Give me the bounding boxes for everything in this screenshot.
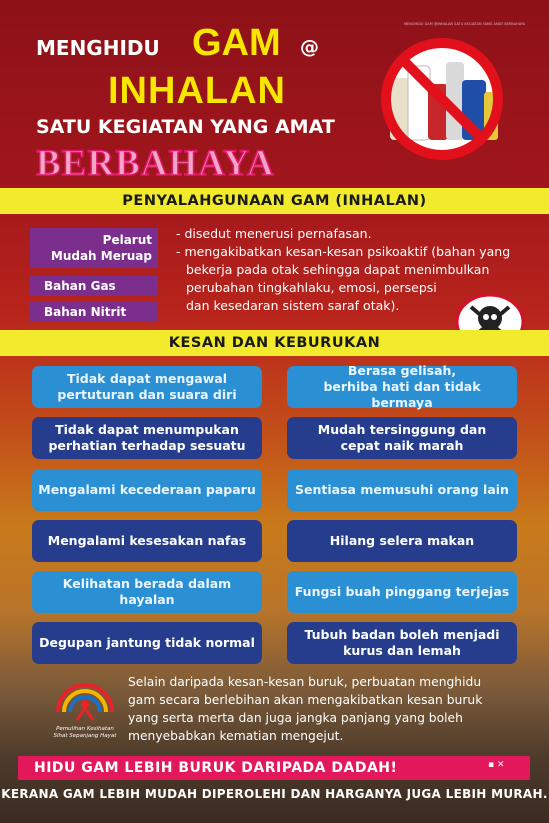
prohibition-sign-icon (360, 34, 524, 164)
effect-text: Hilang selera makan (329, 533, 475, 548)
effect-card-right-2 (287, 417, 517, 459)
effect-text: perhatian terhadap sesuatu (48, 438, 246, 453)
headline-berbahaya: BERBAHAYA (36, 143, 275, 184)
headline-subtitle: SATU KEGIATAN YANG AMAT (36, 116, 335, 138)
effect-text: Sentiasa memusuhi orang lain (295, 482, 509, 497)
bullet-line: perubahan tingkahlaku, emosi, persepsi (186, 280, 437, 295)
bullet-line: - mengakibatkan kesan-kesan psikoaktif (bahan yang (176, 244, 511, 259)
tiny-credit-text: MENGHIDU GAM @INHALAN SATU KEGIATAN YANG AMAT BERBAHAYA (404, 22, 526, 26)
effect-text: Degupan jantung tidak normal (39, 635, 255, 650)
effect-text: berhiba hati dan tidak bermaya (323, 379, 481, 410)
effect-card-right-6 (287, 622, 517, 664)
effect-card-left-3 (32, 469, 262, 511)
slogan-text: HIDU GAM LEBIH BURUK DARIPADA DADAH! (34, 760, 398, 776)
effect-text: Tidak dapat menumpukan (55, 422, 239, 437)
footer-text: KERANA GAM LEBIH MUDAH DIPEROLEHI DAN HARGANYA JUGA LEBIH MURAH. (1, 787, 548, 801)
type-bahan-nitrit: Bahan Nitrit (30, 302, 158, 322)
headline-menghidu: MENGHIDU (36, 36, 160, 60)
closing-line: gam secara berlebihan akan mengakibatkan kesan buruk (128, 693, 483, 707)
effect-card-right-5 (287, 571, 517, 613)
health-logo-icon (50, 672, 120, 742)
effect-card-left-5 (32, 571, 262, 613)
section-title-kesan: KESAN DAN KEBURUKAN (0, 330, 549, 356)
effect-text: pertuturan dan suara diri (57, 387, 237, 402)
logo-text-1: Pemulihan Kesihatan (56, 726, 114, 732)
effect-card-right-4 (287, 520, 517, 562)
type-mudah-meruap: Mudah Meruap (50, 249, 152, 263)
type-pelarut-mudah-meruap (30, 228, 158, 268)
effect-card-left-4 (32, 520, 262, 562)
effect-text: kurus dan lemah (343, 643, 461, 658)
closing-line: menyebabkan kematian mengejut. (128, 729, 344, 743)
effect-text: Mengalami kesesakan nafas (47, 533, 247, 548)
section-title-penyalahgunaan: PENYALAHGUNAAN GAM (INHALAN) (0, 188, 549, 214)
effect-text: Kelihatan berada dalam hayalan (62, 576, 232, 607)
type-pelarut: Pelarut (102, 233, 152, 247)
type-bahan-gas: Bahan Gas (30, 276, 158, 296)
slogan-band (18, 756, 530, 780)
closing-line: Selain daripada kesan-kesan buruk, perbuatan menghidu (128, 675, 482, 689)
effect-text: cepat naik marah (340, 438, 464, 453)
headline-inhalan: INHALAN (108, 70, 286, 112)
headline-gam: GAM (192, 22, 281, 64)
effect-card-left-1 (32, 366, 262, 408)
effect-text: Mudah tersinggung dan (317, 422, 487, 437)
effect-card-left-2 (32, 417, 262, 459)
headline-at: @ (300, 36, 319, 58)
effect-text: Tubuh badan boleh menjadi (304, 627, 500, 642)
bullet-line: dan kesedaran sistem saraf otak). (186, 298, 400, 313)
effect-text: Tidak dapat mengawal (66, 371, 227, 386)
bullet-line: bekerja pada otak sehingga dapat menimbulkan (186, 262, 490, 277)
effect-card-right-1 (287, 363, 517, 410)
small-flag-icon: ▪ ✕ (488, 760, 505, 770)
logo-text-2: Sihat Sepanjang Hayat (53, 733, 117, 739)
effect-text: Mengalami kecederaan paparu (38, 482, 256, 497)
effect-text: Fungsi buah pinggang terjejas (294, 584, 510, 599)
closing-line: yang serta merta dan juga jangka panjang yang boleh (128, 711, 463, 725)
effect-text: Berasa gelisah, (347, 363, 457, 378)
bullet-line: - disedut menerusi pernafasan. (176, 226, 372, 241)
effect-card-left-6 (32, 622, 262, 664)
effect-card-right-3 (287, 469, 517, 511)
closing-paragraph (128, 673, 518, 745)
